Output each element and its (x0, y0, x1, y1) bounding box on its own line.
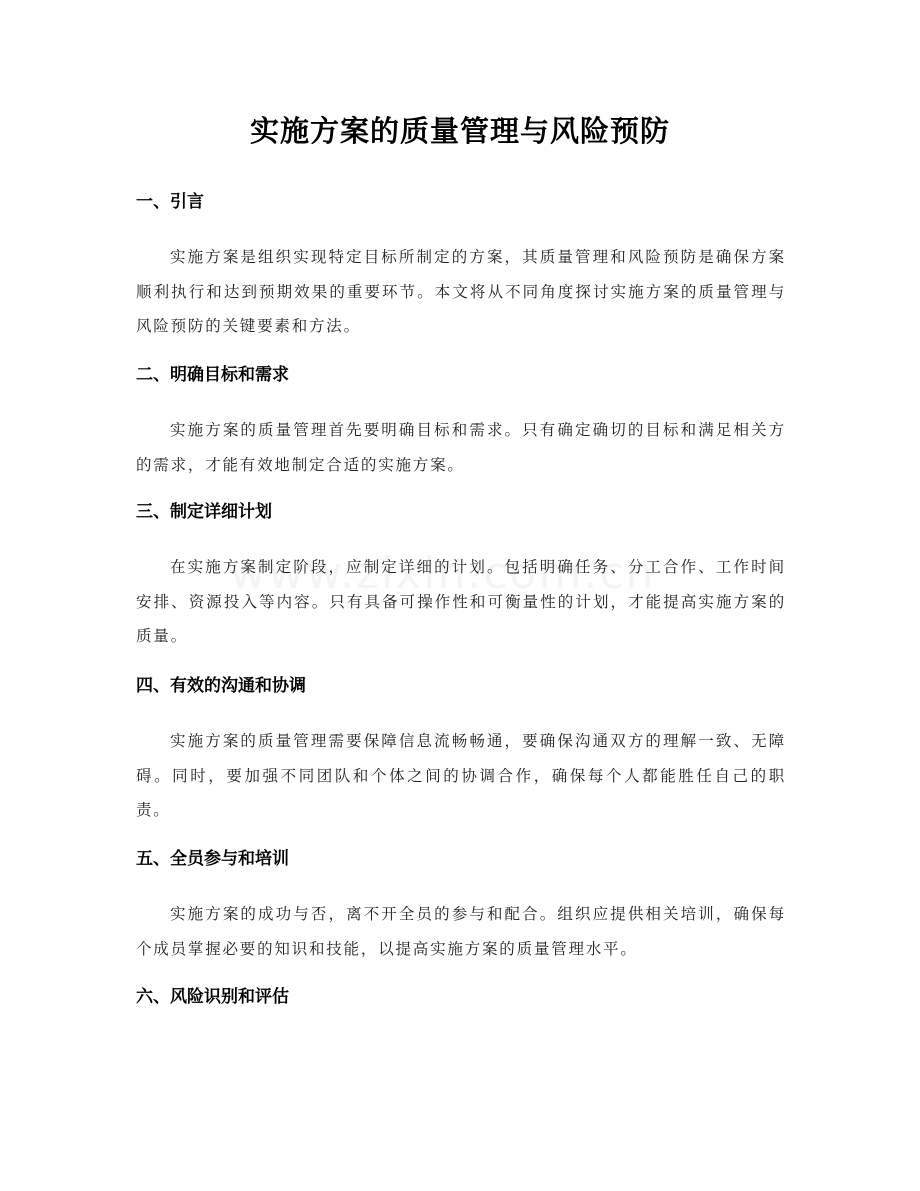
section-detailed-plan (136, 498, 786, 654)
section-heading: 三、制定详细计划 (136, 502, 272, 522)
section-goals-and-needs (136, 361, 786, 482)
section-paragraph: 在实施方案制定阶段，应制定详细的计划。包括明确任务、分工合作、工作时间安排、资源投入等内容。只有具备可操作性和可衡量性的计划，才能提高实施方案的质量。 (136, 558, 786, 645)
section-paragraph: 实施方案的质量管理首先要明确目标和需求。只有确定确切的目标和满足相关方的需求，才能有效地制定合适的实施方案。 (136, 421, 786, 474)
section-heading: 一、引言 (136, 192, 204, 212)
section-communication (136, 672, 786, 828)
section-heading: 二、明确目标和需求 (136, 365, 289, 385)
section-participation-training (136, 845, 786, 966)
section-paragraph: 实施方案的质量管理需要保障信息流畅畅通，要确保沟通双方的理解一致、无障碍。同时，要加强不同团队和个体之间的协调合作，确保每个人都能胜任自己的职责。 (136, 732, 786, 819)
section-heading: 六、风险识别和评估 (136, 987, 289, 1007)
section-paragraph: 实施方案是组织实现特定目标所制定的方案，其质量管理和风险预防是确保方案顺利执行和达到预期效果的重要环节。本文将从不同角度探讨实施方案的质量管理与风险预防的关键要素和方法。 (136, 248, 786, 335)
section-heading: 五、全员参与和培训 (136, 849, 289, 869)
section-paragraph: 实施方案的成功与否，离不开全员的参与和配合。组织应提供相关培训，确保每个成员掌握必要的知识和技能，以提高实施方案的质量管理水平。 (136, 905, 786, 958)
document-title: 实施方案的质量管理与风险预防 (249, 114, 670, 148)
section-introduction (136, 188, 786, 344)
section-heading: 四、有效的沟通和协调 (136, 676, 306, 696)
section-risk-identification (136, 983, 786, 1011)
